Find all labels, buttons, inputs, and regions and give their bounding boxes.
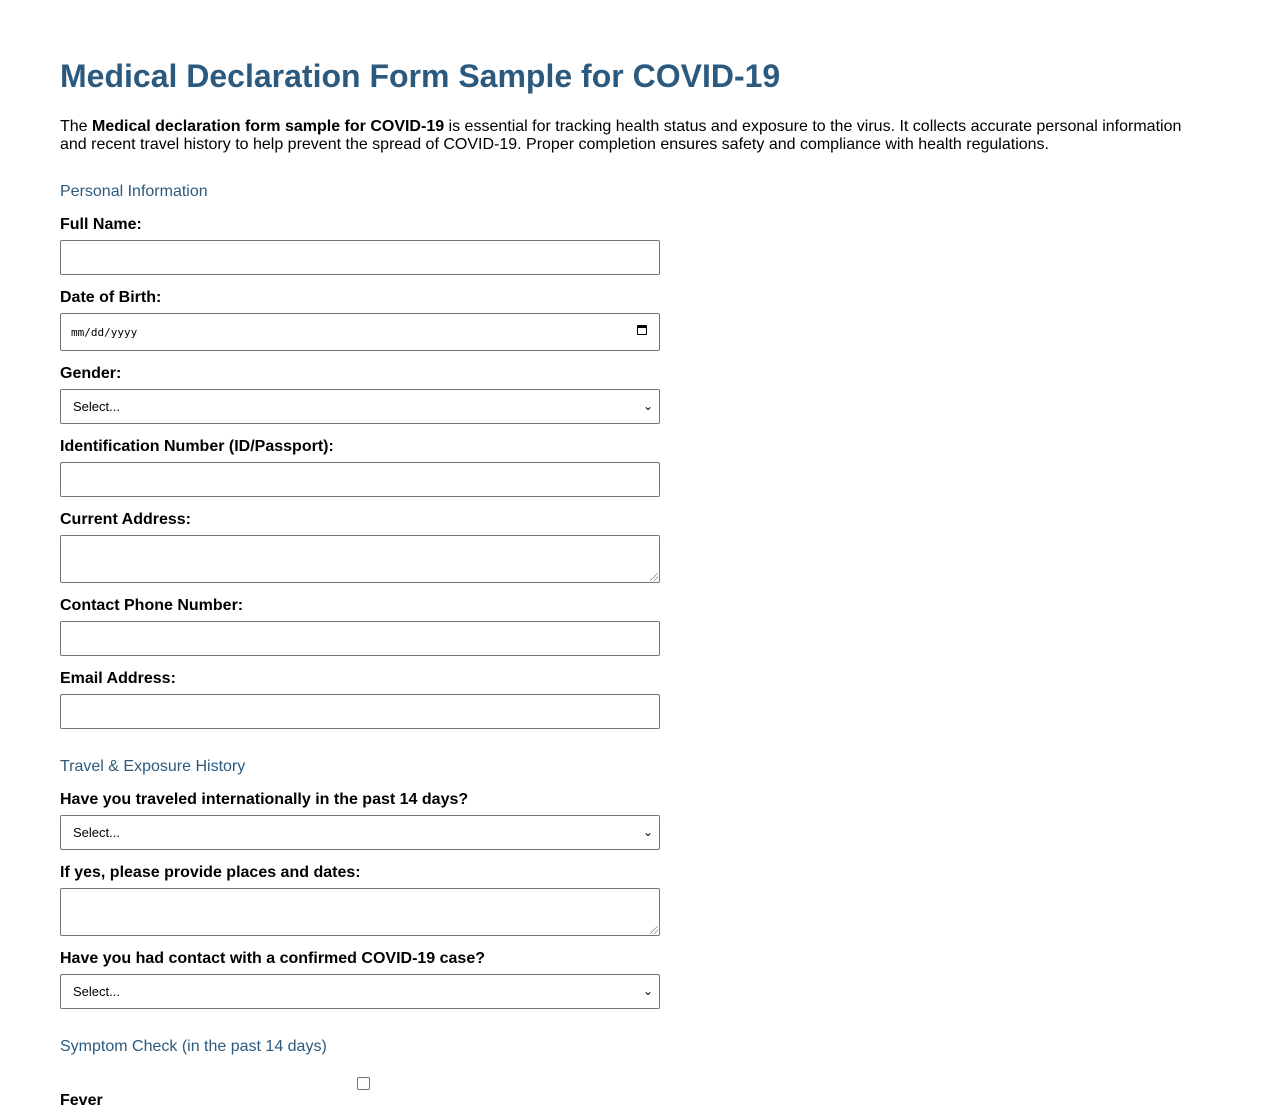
- dob-label: Date of Birth:: [60, 289, 162, 306]
- chevron-down-icon: ⌄: [642, 399, 653, 413]
- intro-paragraph: [60, 118, 1195, 154]
- email-input[interactable]: [60, 694, 660, 729]
- places-textarea[interactable]: [60, 888, 660, 936]
- section-personal-title: Personal Information: [60, 183, 208, 200]
- resize-handle-icon[interactable]: [650, 573, 658, 581]
- id-label: Identification Number (ID/Passport):: [60, 438, 334, 455]
- phone-label: Contact Phone Number:: [60, 597, 244, 614]
- id-input[interactable]: [60, 462, 660, 497]
- page-title: Medical Declaration Form Sample for COVID-19: [60, 58, 781, 94]
- email-label: Email Address:: [60, 670, 176, 687]
- chevron-down-icon: ⌄: [642, 825, 653, 839]
- full-name-label: Full Name:: [60, 216, 142, 233]
- intro-suffix: is essential for tracking health status and exposure to the virus. It collects accurate personal information and recent travel history to help prevent the spread of COVID-19. Proper completion ensures safety and compliance with health regulations.: [60, 118, 1182, 153]
- gender-selected: Select...: [73, 399, 120, 414]
- traveled-label: Have you traveled internationally in the past 14 days?: [60, 791, 469, 808]
- resize-handle-icon[interactable]: [650, 926, 658, 934]
- intro-bold: Medical declaration form sample for COVID-19: [92, 118, 445, 135]
- chevron-down-icon: ⌄: [642, 984, 653, 998]
- calendar-icon[interactable]: [637, 325, 647, 335]
- contact-select[interactable]: [60, 974, 660, 1009]
- fever-label: Fever: [60, 1092, 103, 1109]
- dob-placeholder: mm/dd/yyyy: [71, 326, 138, 339]
- intro-prefix: The: [60, 118, 93, 135]
- dob-input[interactable]: [60, 313, 660, 351]
- contact-label: Have you had contact with a confirmed COVID-19 case?: [60, 950, 485, 967]
- contact-selected: Select...: [73, 984, 120, 999]
- traveled-selected: Select...: [73, 825, 120, 840]
- address-textarea[interactable]: [60, 535, 660, 583]
- gender-label: Gender:: [60, 365, 122, 382]
- section-travel-title: Travel & Exposure History: [60, 758, 246, 775]
- gender-select[interactable]: [60, 389, 660, 424]
- address-label: Current Address:: [60, 511, 191, 528]
- phone-input[interactable]: [60, 621, 660, 656]
- full-name-input[interactable]: [60, 240, 660, 275]
- fever-checkbox[interactable]: [357, 1077, 370, 1090]
- section-symptoms-title: Symptom Check (in the past 14 days): [60, 1038, 327, 1055]
- traveled-select[interactable]: [60, 815, 660, 850]
- places-label: If yes, please provide places and dates:: [60, 864, 361, 881]
